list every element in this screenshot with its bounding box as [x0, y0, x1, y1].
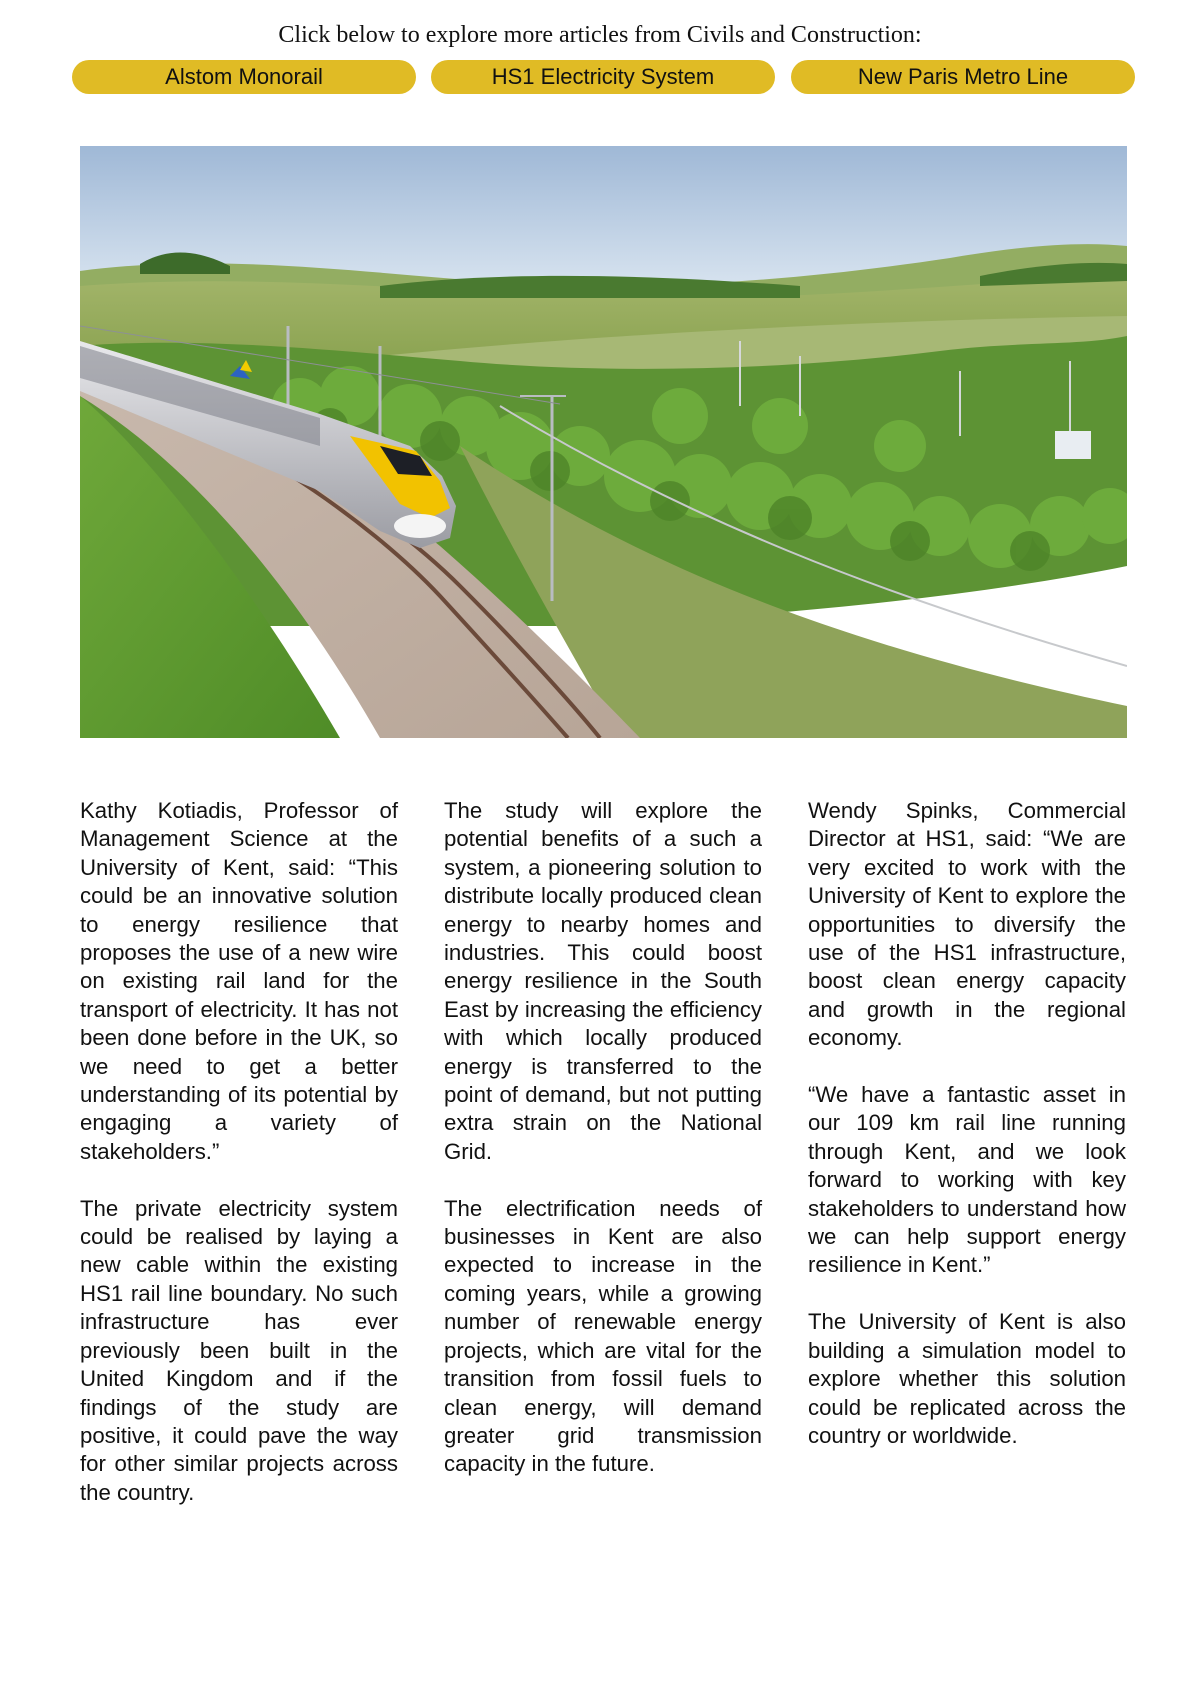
paragraph-electrification-needs: The electrification needs of businesses in Kent are also expected to increase in the coming years, while a growing number of renewable energy projects, which are vital for the transition from fossil fuels to clean energy, will demand greater grid transmission capacity in the future.	[444, 1195, 762, 1477]
train-photo-icon	[80, 146, 1127, 738]
paragraph-kotiadis-quote: Kathy Kotiadis, Professor of Management Science at the University of Kent, said: “This could be an innovative solution to energy resilience that proposes the use of a new wire on existing rail land for the transport of electricity. It has not been done before in the UK, so we need to get a better understanding of its potential by engaging a variety of stakeholders.”	[80, 798, 398, 1164]
intro-text: Click below to explore more articles from Civils and Construction:	[278, 22, 922, 48]
article-column-1	[80, 797, 398, 1536]
alstom-monorail-button[interactable]: Alstom Monorail	[72, 60, 416, 94]
article-column-2	[444, 797, 762, 1507]
paragraph-spinks-quote: Wendy Spinks, Commercial Director at HS1, said: “We are very excited to work with the University of Kent to explore the opportunities to diversify the use of the HS1 infrastructure, boost clean energy capacity and growth in the regional economy.	[808, 798, 1126, 1051]
paragraph-study-benefits: The study will explore the potential benefits of a such a system, a pioneering solution to distribute locally produced clean energy to nearby homes and industries. This could boost energy resilience in the South East by increasing the efficiency with which locally produced energy is transferred to the point of demand, but not putting extra strain on the National Grid.	[444, 798, 762, 1164]
new-paris-metro-line-button[interactable]: New Paris Metro Line	[791, 60, 1135, 94]
paragraph-private-system: The private electricity system could be realised by laying a new cable within the existing HS1 rail line boundary. No such infrastructure has ever previously been built in the United Kingdom and if the findings of the study are positive, it could pave the way for other similar projects across the country.	[80, 1195, 398, 1505]
paragraph-fantastic-asset: “We have a fantastic asset in our 109 km rail line running through Kent, and we look forward to working with key stakeholders to understand how we can help support energy resilience in Kent.”	[808, 1082, 1126, 1278]
hs1-electricity-system-button[interactable]: HS1 Electricity System	[431, 60, 775, 94]
hero-train-photo	[80, 146, 1127, 738]
article-column-3	[808, 797, 1126, 1479]
paragraph-simulation-model: The University of Kent is also building a simulation model to explore whether this solution could be replicated across the country or worldwide.	[808, 1309, 1126, 1448]
